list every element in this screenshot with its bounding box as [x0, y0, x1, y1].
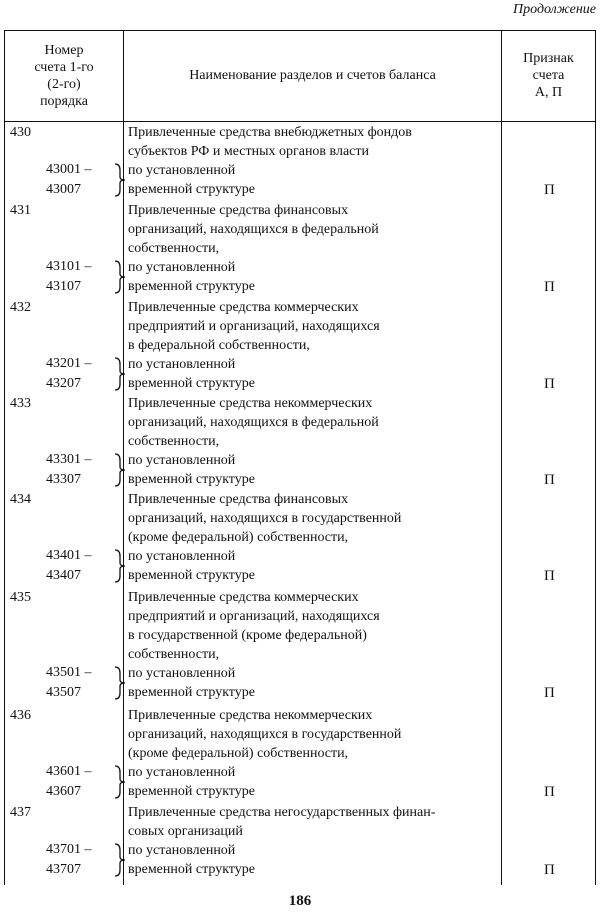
- section-name-line: Привлеченные средства коммерческих: [128, 590, 359, 605]
- subaccount-description: [128, 451, 498, 489]
- header-sign: Признак счета А, П: [523, 51, 574, 100]
- account-number: 430: [10, 125, 31, 140]
- range-from: 43501 –: [46, 665, 92, 680]
- subaccount-description: [128, 841, 498, 879]
- section-name-line: Привлеченные средства финансовых: [128, 203, 349, 218]
- account-sign: П: [544, 862, 555, 878]
- account-number: 434: [10, 492, 31, 507]
- range-from: 43201 –: [46, 356, 92, 371]
- subaccount-description-line: временной структуре: [128, 568, 255, 583]
- range-from: 43001 –: [46, 162, 92, 177]
- range-to: 43307: [46, 472, 81, 487]
- range-from: 43601 –: [46, 764, 92, 779]
- range-from: 43301 –: [46, 452, 92, 467]
- range-to: 43707: [46, 862, 81, 877]
- subaccount-range: [46, 546, 92, 586]
- brace-icon: [113, 840, 127, 880]
- range-to: 43607: [46, 784, 81, 799]
- range-to: 43207: [46, 376, 81, 391]
- account-sign: П: [544, 784, 555, 800]
- brace-icon: [113, 354, 127, 394]
- subaccount-description-line: временной структуре: [128, 376, 255, 391]
- subaccount-range: [46, 354, 92, 394]
- table-body: [4, 123, 596, 885]
- subaccount-description-line: временной структуре: [128, 862, 255, 877]
- range-to: 43107: [46, 279, 81, 294]
- account-sign: П: [544, 182, 555, 198]
- subaccount-description-line: временной структуре: [128, 472, 255, 487]
- header-section-name: Наименование разделов и счетов баланса: [189, 68, 436, 83]
- section-name-line: собственности,: [128, 241, 220, 256]
- subaccount-description: [128, 258, 498, 296]
- section-name-line: организаций, находящихся в федеральной: [128, 222, 379, 237]
- section-name-line: субъектов РФ и местных органов власти: [128, 144, 369, 159]
- range-to: 43407: [46, 568, 81, 583]
- section-name-line: совых организаций: [128, 824, 243, 839]
- subaccount-description-line: по установленной: [128, 549, 236, 564]
- page-number: 186: [288, 893, 312, 909]
- section-name-line: (кроме федеральной) собственности,: [128, 746, 349, 761]
- section-name-line: собственности,: [128, 434, 220, 449]
- account-sign: П: [544, 685, 555, 701]
- section-name: [128, 201, 498, 258]
- subaccount-description-line: временной структуре: [128, 279, 255, 294]
- section-name-line: Привлеченные средства некоммерческих: [128, 396, 373, 411]
- section-name: [128, 298, 498, 355]
- account-number: 436: [10, 708, 31, 723]
- section-name-line: Привлеченные средства финансовых: [128, 492, 349, 507]
- section-name: [128, 394, 498, 451]
- subaccount-range: [46, 257, 92, 297]
- range-from: 43701 –: [46, 842, 92, 857]
- section-name: [128, 588, 498, 664]
- account-number: 435: [10, 590, 31, 605]
- subaccount-description: [128, 763, 498, 801]
- section-name-line: Привлеченные средства коммерческих: [128, 300, 359, 315]
- subaccount-description-line: по установленной: [128, 843, 236, 858]
- section-name-line: предприятий и организаций, находящихся: [128, 319, 380, 334]
- range-from: 43101 –: [46, 259, 92, 274]
- section-name: [128, 490, 498, 547]
- continuation-label: Продолжение: [513, 2, 596, 17]
- account-sign: П: [544, 376, 555, 392]
- brace-icon: [113, 160, 127, 200]
- subaccount-range: [46, 160, 92, 200]
- subaccount-description-line: по установленной: [128, 260, 236, 275]
- brace-icon: [113, 546, 127, 586]
- range-from: 43401 –: [46, 548, 92, 563]
- section-name: [128, 803, 498, 841]
- brace-icon: [113, 663, 127, 703]
- section-name-line: Привлеченные средства негосударственных финан-: [128, 805, 436, 820]
- subaccount-range: [46, 663, 92, 703]
- account-sign: П: [544, 279, 555, 295]
- section-name-line: предприятий и организаций, находящихся: [128, 609, 380, 624]
- header-account-number: Номер счета 1-го (2-го) порядка: [34, 42, 94, 109]
- brace-icon: [113, 450, 127, 490]
- section-name-line: собственности,: [128, 647, 220, 662]
- section-name: [128, 706, 498, 763]
- range-to: 43507: [46, 685, 81, 700]
- account-number: 431: [10, 203, 31, 218]
- subaccount-description: [128, 547, 498, 585]
- subaccount-description: [128, 664, 498, 702]
- subaccount-description-line: временной структуре: [128, 685, 255, 700]
- account-number: 433: [10, 396, 31, 411]
- section-name-line: организаций, находящихся в государственной: [128, 511, 402, 526]
- brace-icon: [113, 257, 127, 297]
- subaccount-description-line: по установленной: [128, 163, 236, 178]
- range-to: 43007: [46, 182, 81, 197]
- subaccount-range: [46, 450, 92, 490]
- section-name-line: организаций, находящихся в федеральной: [128, 415, 379, 430]
- section-name-line: в федеральной собственности,: [128, 338, 310, 353]
- subaccount-description-line: по установленной: [128, 765, 236, 780]
- section-name-line: Привлеченные средства некоммерческих: [128, 708, 373, 723]
- subaccount-range: [46, 762, 92, 802]
- brace-icon: [113, 762, 127, 802]
- section-name-line: Привлеченные средства внебюджетных фондов: [128, 125, 412, 140]
- subaccount-description-line: временной структуре: [128, 784, 255, 799]
- account-number: 437: [10, 805, 31, 820]
- subaccount-description: [128, 355, 498, 393]
- section-name: [128, 123, 498, 161]
- section-name-line: организаций, находящихся в государственной: [128, 727, 402, 742]
- subaccount-description: [128, 161, 498, 199]
- subaccount-description-line: временной структуре: [128, 182, 255, 197]
- subaccount-description-line: по установленной: [128, 357, 236, 372]
- section-name-line: (кроме федеральной) собственности,: [128, 530, 349, 545]
- account-number: 432: [10, 300, 31, 315]
- section-name-line: в государственной (кроме федеральной): [128, 628, 367, 643]
- account-sign: П: [544, 472, 555, 488]
- subaccount-description-line: по установленной: [128, 666, 236, 681]
- subaccount-range: [46, 840, 92, 880]
- subaccount-description-line: по установленной: [128, 453, 236, 468]
- account-sign: П: [544, 568, 555, 584]
